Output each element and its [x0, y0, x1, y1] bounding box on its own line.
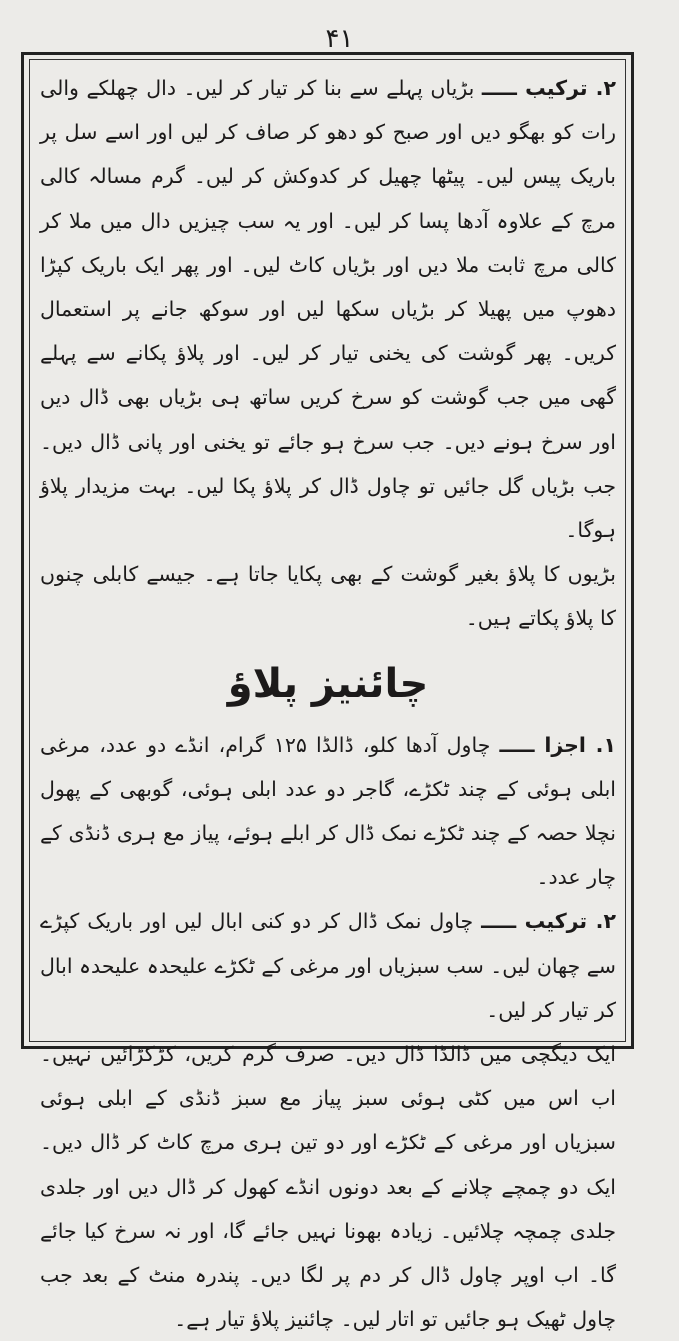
- step-label-ingredients: ۱. اجزا ـــــ: [499, 732, 616, 757]
- step-label-method: ۲. ترکیب ـــــ: [481, 76, 616, 100]
- method-text: بڑیاں پہلے سے بنا کر تیار کر لیں۔ دال چھلکے والی رات کو بھگو دیں اور صبح کو دھو کر صاف کر لیں اور اسے سل پر باریک پیس لیں۔ پیٹھا چھیل کر کدوکش کر لیں۔ گرم مسالہ کالی مرچ کے علاوہ آدھا پسا کر لیں۔ اور یہ سب چیزیں دال میں ملا کر کالی مرچ ثابت ملا دیں اور بڑیاں کاٹ لیں۔ اور پھر ایک باریک کپڑا دھوپ میں پھیلا کر بڑیاں سکھا لیں اور سوکھ جانے پر استعمال کریں۔ پھر گوشت کی یخنی تیار کر لیں۔ اور پلاؤ پکانے سے پہلے گھی میں جب گوشت کو سرخ کریں ساتھ ہی بڑیاں بھی ڈال دیں اور سرخ ہونے دیں۔ جب سرخ ہو جائے تو یخنی اور پانی ڈال دیں۔ جب بڑیاں گل جائیں تو چاول ڈال کر پلاؤ پکا لیں۔ بہت مزیدار پلاؤ ہوگا۔: [40, 76, 616, 543]
- ingredients-paragraph: [40, 723, 616, 900]
- method-paragraph: [40, 899, 616, 1032]
- page-number: ۴۱: [325, 24, 354, 54]
- section1-paragraph: [40, 66, 616, 552]
- page-content: [40, 66, 616, 1341]
- note-paragraph: بڑیوں کا پلاؤ بغیر گوشت کے بھی پکایا جاتا ہے۔ جیسے کابلی چنوں کا پلاؤ پکاتے ہیں۔: [40, 562, 616, 631]
- step-label-method-2: ۲. ترکیب ـــــ: [481, 909, 616, 934]
- recipe-title: چائنیز پلاؤ: [227, 660, 429, 707]
- method-text-1: چاول نمک ڈال کر دو کنی ابال لیں اور باریک کپڑے سے چھان لیں۔ سب سبزیاں اور مرغی کے ٹکڑے علیحدہ علیحدہ ابال کر تیار کر لیں۔: [39, 909, 616, 1022]
- ingredients-text: چاول آدھا کلو، ڈالڈا ۱۲۵ گرام، انڈے دو عدد، مرغی ابلی ہوئی کے چند ٹکڑے، گاجر دو عدد ابلی ہوئی، گوبھی کے پھول نچلا حصہ کے چند ٹکڑے نمک ڈال کر ابلے ہوئے، پیاز مع ہری ڈنڈی کے چار عدد۔: [40, 732, 616, 890]
- method-paragraph-2: ایک دیگچی میں ڈالڈا ڈال دیں۔ صرف گرم کریں، کڑکڑائیں نہیں۔ اب اس میں کٹی ہوئی سبز پیاز مع سبز ڈنڈی کے ابلی ہوئی سبزیاں اور مرغی کے ٹکڑے اور دو تین ہری مرچ کاٹ کر ڈال دیں۔ ایک دو چمچے چلانے کے بعد دونوں انڈے کھول کر ڈال دیں اور جلدی جلدی چمچہ چلائیں۔ زیادہ بھونا نہیں جائے گا، اور نہ سرخ کیا جائے گا۔ اب اوپر چاول ڈال کر دم پر لگا دیں۔ پندرہ منٹ کے بعد جب چاول ٹھیک ہو جائیں تو اتار لیں۔ چائنیز پلاؤ تیار ہے۔: [40, 1042, 616, 1332]
